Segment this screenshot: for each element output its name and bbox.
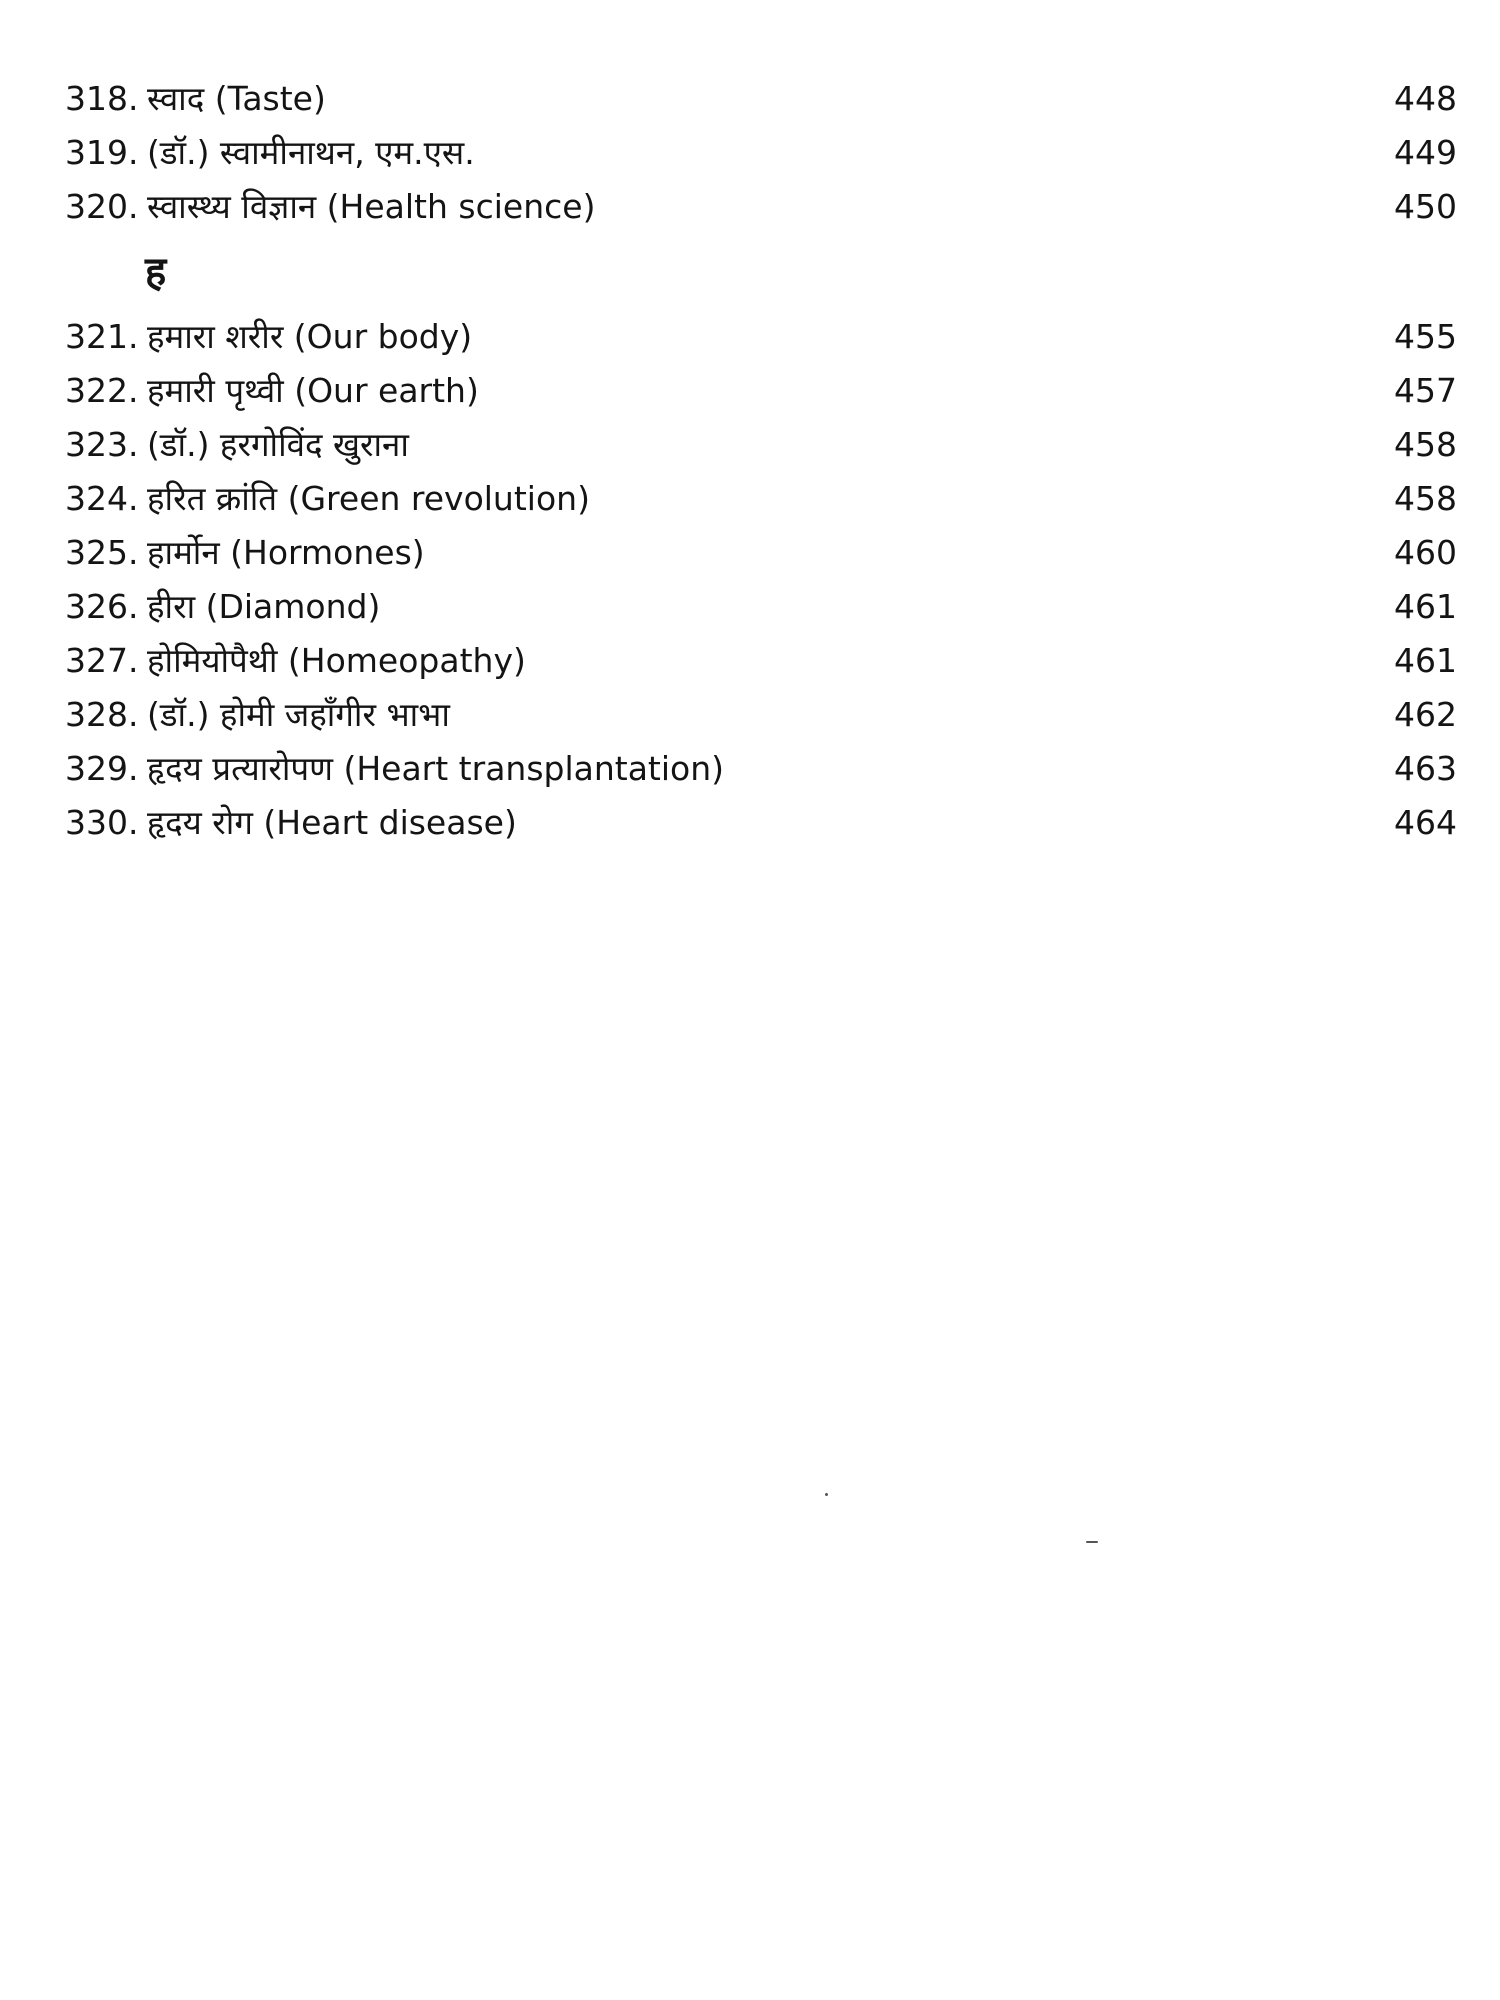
toc-entry[interactable] <box>65 580 1465 634</box>
scan-speck <box>1086 1541 1098 1543</box>
entry-page-number: 460 <box>1394 533 1457 572</box>
entry-title: हमारी पृथ्वी (Our earth) <box>147 371 479 410</box>
entry-page-number: 450 <box>1394 187 1457 226</box>
entry-page-number: 458 <box>1394 425 1457 464</box>
toc-entry[interactable] <box>65 742 1465 796</box>
entry-number: 326. <box>65 587 139 626</box>
toc-entry[interactable] <box>65 634 1465 688</box>
toc-entry[interactable] <box>65 418 1465 472</box>
scan-speck <box>825 1493 828 1496</box>
entry-title: (डॉ.) स्वामीनाथन, एम.एस. <box>147 133 475 172</box>
entry-page-number: 455 <box>1394 317 1457 356</box>
entry-title: स्वाद (Taste) <box>147 79 326 118</box>
entry-page-number: 461 <box>1394 587 1457 626</box>
entry-title: (डॉ.) होमी जहाँगीर भाभा <box>147 695 450 734</box>
entry-number: 327. <box>65 641 139 680</box>
entry-page-number: 463 <box>1394 749 1457 788</box>
entry-page-number: 461 <box>1394 641 1457 680</box>
toc-entry[interactable] <box>65 526 1465 580</box>
entry-page-number: 449 <box>1394 133 1457 172</box>
entry-page-number: 448 <box>1394 79 1457 118</box>
entry-page-number: 462 <box>1394 695 1457 734</box>
entry-title: होमियोपैथी (Homeopathy) <box>147 641 526 680</box>
entry-title: हमारा शरीर (Our body) <box>147 317 473 356</box>
entry-number: 320. <box>65 187 139 226</box>
entry-title: हरित क्रांति (Green revolution) <box>147 479 590 518</box>
entry-number: 318. <box>65 79 139 118</box>
entry-number: 324. <box>65 479 139 518</box>
toc-entry[interactable] <box>65 310 1465 364</box>
entry-title: हीरा (Diamond) <box>147 587 381 626</box>
section-heading: ह <box>145 249 167 295</box>
entry-number: 329. <box>65 749 139 788</box>
toc-entry[interactable] <box>65 126 1465 180</box>
entry-page-number: 457 <box>1394 371 1457 410</box>
entry-number: 323. <box>65 425 139 464</box>
toc-entry[interactable] <box>65 180 1465 234</box>
entry-number: 322. <box>65 371 139 410</box>
toc-entry[interactable] <box>65 472 1465 526</box>
toc-entry[interactable] <box>65 688 1465 742</box>
entry-title: हार्मोन (Hormones) <box>147 533 425 572</box>
entry-number: 319. <box>65 133 139 172</box>
entry-number: 321. <box>65 317 139 356</box>
entry-page-number: 464 <box>1394 803 1457 842</box>
toc-entry[interactable] <box>65 72 1465 126</box>
entry-number: 325. <box>65 533 139 572</box>
toc-entry[interactable] <box>65 796 1465 850</box>
entry-number: 330. <box>65 803 139 842</box>
toc-entry[interactable] <box>65 364 1465 418</box>
entry-title: (डॉ.) हरगोविंद खुराना <box>147 425 409 464</box>
entry-title: हृदय प्रत्यारोपण (Heart transplantation) <box>147 749 725 788</box>
entry-page-number: 458 <box>1394 479 1457 518</box>
entry-title: हृदय रोग (Heart disease) <box>147 803 517 842</box>
entry-title: स्वास्थ्य विज्ञान (Health science) <box>147 187 596 226</box>
table-of-contents <box>65 72 1465 850</box>
entry-number: 328. <box>65 695 139 734</box>
